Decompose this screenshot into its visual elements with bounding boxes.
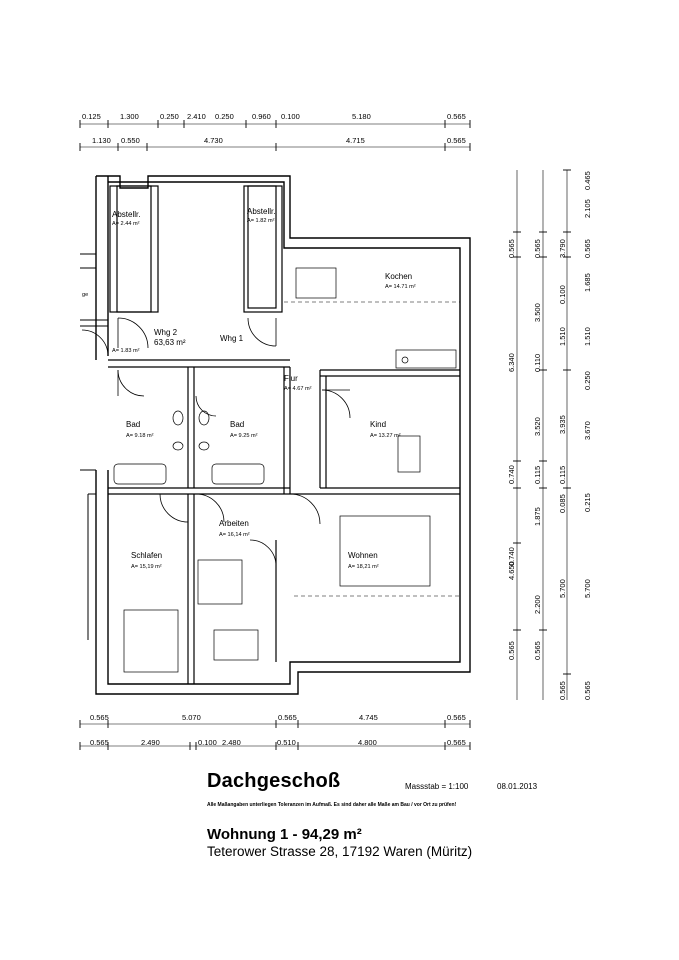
dim-right-2: 1.875 (533, 507, 542, 526)
room-area: A= 1.83 m² (112, 348, 140, 354)
room-area: A= 15,19 m² (131, 564, 162, 570)
dim-right-2: 3.500 (533, 303, 542, 322)
dim-right-3: 3.790 (558, 239, 567, 258)
room-label: Arbeiten (219, 519, 249, 528)
room-label: Kochen (385, 272, 413, 281)
dim-top-1: 0.960 (252, 112, 271, 121)
room-label: ge (82, 292, 89, 298)
dim-right-3: 0.115 (558, 465, 567, 484)
dim-bottom-1: 5.070 (182, 713, 201, 722)
dim-right-4: 0.250 (583, 371, 592, 390)
room-area: A= 18,21 m² (348, 564, 379, 570)
unit-title: Wohnung 1 - 94,29 m² (207, 826, 362, 843)
room-area: A= 9.18 m² (126, 433, 154, 439)
room-label: Whg 1 (220, 334, 244, 343)
dim-right-4: 0.215 (583, 493, 592, 512)
dim-right-4: 3.670 (583, 421, 592, 440)
plan-title: Dachgeschoß (207, 770, 341, 792)
dim-right-4: 1.685 (583, 273, 592, 292)
dim-right-2: 0.110 (533, 353, 542, 372)
dim-right-3: 0.085 (558, 494, 567, 513)
dim-right-3: 1.510 (558, 327, 567, 346)
dim-bottom-1: 4.745 (359, 713, 378, 722)
dim-right-1: 0.565 (507, 239, 516, 258)
room-label: Whg 2 (154, 328, 178, 337)
interior-walls (108, 186, 460, 684)
dim-top-1: 5.180 (352, 112, 371, 121)
room-area: A= 14.71 m² (385, 284, 416, 290)
dim-top-2: 4.730 (204, 136, 223, 145)
date-label: 08.01.2013 (497, 782, 538, 791)
dim-bottom-2: 0.510 (277, 738, 296, 747)
dim-top-1: 0.250 (215, 112, 234, 121)
dim-right-4: 0.465 (583, 171, 592, 190)
dim-bottom-1: 0.565 (447, 713, 466, 722)
dim-right-3: 3.935 (558, 415, 567, 434)
dim-right-2: 0.565 (533, 641, 542, 660)
dim-bottom-2: 2.480 (222, 738, 241, 747)
dim-right-1: 4.650 (507, 561, 516, 580)
dim-bottom-1: 0.565 (90, 713, 109, 722)
dim-right-1: 0.740 (507, 547, 516, 566)
dim-bottom-2: 2.490 (141, 738, 160, 747)
room-area: A= 2.44 m² (112, 221, 140, 227)
dim-right-4: 0.565 (583, 239, 592, 258)
dim-top-2: 0.550 (121, 136, 140, 145)
room-label: Abstellr. (247, 207, 276, 216)
dim-right-3: 5.700 (558, 579, 567, 598)
dim-right-1: 0.740 (507, 465, 516, 484)
room-label: Abstellr. (112, 210, 141, 219)
dim-top-1: 0.125 (82, 112, 101, 121)
dim-bottom-2: 0.565 (90, 738, 109, 747)
dim-top-1: 0.565 (447, 112, 466, 121)
room-area: 63,63 m² (154, 338, 186, 347)
dim-right-2: 0.565 (533, 239, 542, 258)
dim-right-4: 1.510 (583, 327, 592, 346)
room-label: Wohnen (348, 551, 378, 560)
address: Teterower Strasse 28, 17192 Waren (Müritz) (207, 844, 473, 859)
dim-right-2: 3.520 (533, 417, 542, 436)
room-area: A= 1.82 m² (247, 218, 275, 224)
room-label: Flur (284, 374, 298, 383)
room-area: A= 16,14 m² (219, 532, 250, 538)
dim-top-2: 4.715 (346, 136, 365, 145)
room-label: Schlafen (131, 551, 163, 560)
dim-top-1: 0.250 (160, 112, 179, 121)
dim-bottom-1: 0.565 (278, 713, 297, 722)
dim-right-2: 0.115 (533, 465, 542, 484)
dim-right-2: 2.200 (533, 595, 542, 614)
dim-right-1: 0.565 (507, 641, 516, 660)
dim-bottom-2: 0.565 (447, 738, 466, 747)
scale-label: Massstab = 1:100 (405, 782, 469, 791)
room-area: A= 9.25 m² (230, 433, 258, 439)
dim-right-3: 0.100 (558, 285, 567, 304)
room-area: A= 13.27 m² (370, 433, 401, 439)
title-block (207, 770, 667, 859)
dim-top-1: 1.300 (120, 112, 139, 121)
dim-right-4: 0.565 (583, 681, 592, 700)
dim-bottom-2: 0.100 (198, 738, 217, 747)
dim-right-4: 5.700 (583, 579, 592, 598)
neighbor-walls (80, 254, 108, 640)
dim-top-2: 1.130 (92, 136, 111, 145)
doors (82, 318, 350, 566)
dim-top-2: 0.565 (447, 136, 466, 145)
dim-top-1: 0.100 (281, 112, 300, 121)
room-label: Bad (230, 420, 245, 429)
dim-right-1: 6.340 (507, 353, 516, 372)
room-area: A= 4.67 m² (284, 386, 312, 392)
room-label: Kind (370, 420, 387, 429)
dim-right-4: 2.105 (583, 199, 592, 218)
dim-top-1: 2.410 (187, 112, 206, 121)
dim-bottom-2: 4.800 (358, 738, 377, 747)
dim-right-3: 0.565 (558, 681, 567, 700)
tolerance-note: Alle Maßangaben unterliegen Toleranzen im Aufmaß. Es sind daher alle Maße am Bau / vor Ort zu prüfen! (207, 802, 457, 808)
room-label: Bad (126, 420, 141, 429)
